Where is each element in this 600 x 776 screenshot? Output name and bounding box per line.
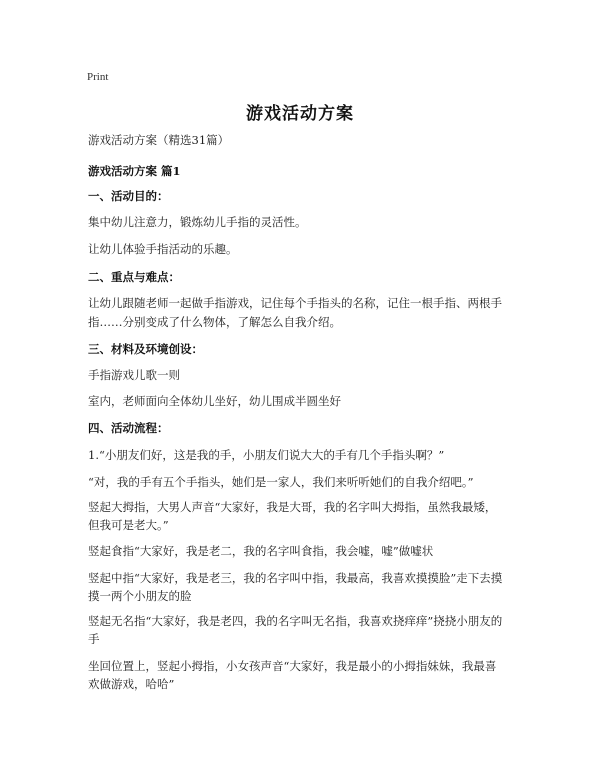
article-heading: 游戏活动方案 篇1 [88,164,181,178]
process-line-3a: 竖起大拇指，大男人声音“大家好，我是大哥，我的名字叫大拇指，虽然我最矮， [88,500,497,514]
document-subtitle: 游戏活动方案（精选31篇） [88,133,230,147]
print-label[interactable]: Print [87,71,109,83]
section-heading-process: 四、活动流程： [88,421,169,435]
process-line-3b: 但我可是老大。” [88,518,169,532]
key-paragraph-line-2: 指……分别变成了什么物体，了解怎么自我介绍。 [88,315,341,329]
material-line-2: 室内，老师面向全体幼儿坐好，幼儿围成半圆坐好 [88,394,341,408]
material-line-1: 手指游戏儿歌一则 [88,368,180,382]
process-line-7a: 坐回位置上，竖起小拇指，小女孩声音“大家好，我是最小的小拇指妹妹，我最喜 [88,659,497,673]
process-line-5b: 摸一两个小朋友的脸 [88,589,192,603]
section-heading-material: 三、材料及环境创设： [88,342,203,356]
process-line-2: “对，我的手有五个手指头，她们是一家人，我们来听听她们的自我介绍吧。” [88,475,474,489]
document-title: 游戏活动方案 [246,104,354,124]
process-line-6a: 竖起无名指“大家好，我是老四，我的名字叫无名指，我喜欢挠痒痒”挠挠小朋友的 [88,614,503,628]
section-heading-goal: 一、活动目的： [88,189,169,203]
process-line-5a: 竖起中指“大家好，我是老三，我的名字叫中指，我最高，我喜欢摸摸脸”走下去摸 [88,571,503,585]
goal-line-2: 让幼儿体验手指活动的乐趣。 [88,242,238,256]
goal-line-1: 集中幼儿注意力，锻炼幼儿手指的灵活性。 [88,215,307,229]
process-line-1: 1.“小朋友们好，这是我的手，小朋友们说大大的手有几个手指头啊？” [88,448,445,462]
section-heading-key: 二、重点与难点： [88,270,180,284]
process-line-4: 竖起食指“大家好，我是老二，我的名字叫食指，我会嘘，嘘”做嘘状 [88,544,434,558]
process-line-6b: 手 [88,632,100,646]
key-paragraph-line-1: 让幼儿跟随老师一起做手指游戏，记住每个手指头的名称，记住一根手指、两根手 [88,296,502,310]
process-line-7b: 欢做游戏，哈哈” [88,677,175,691]
